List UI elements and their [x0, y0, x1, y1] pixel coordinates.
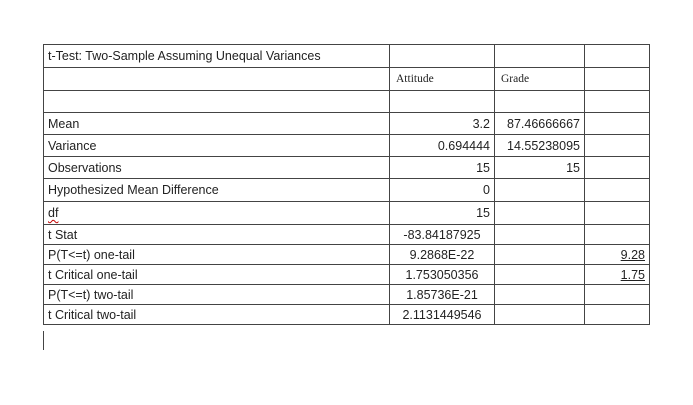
header-grade: Grade [495, 68, 585, 91]
table-row [44, 245, 650, 265]
empty-cell [585, 91, 650, 113]
grade-value [495, 225, 585, 245]
empty-cell [495, 45, 585, 68]
empty-cell [44, 68, 390, 91]
row-label: Variance [44, 135, 390, 157]
extra-cell [585, 285, 650, 305]
empty-cell [495, 91, 585, 113]
table-row [44, 265, 650, 285]
row-label: P(T<=t) two-tail [44, 285, 390, 305]
extra-value-link[interactable]: 1.75 [585, 265, 650, 285]
row-label: P(T<=t) one-tail [44, 245, 390, 265]
table-row [44, 113, 650, 135]
grade-value [495, 202, 585, 225]
extra-cell [585, 157, 650, 179]
row-label: t Critical two-tail [44, 305, 390, 325]
extra-cell [585, 179, 650, 202]
attitude-value: -83.84187925 [390, 225, 495, 245]
attitude-value: 1.753050356 [390, 265, 495, 285]
empty-cell [585, 68, 650, 91]
table-title: t-Test: Two-Sample Assuming Unequal Variances [44, 45, 390, 68]
table-row [44, 285, 650, 305]
extra-cell [585, 225, 650, 245]
header-attitude: Attitude [390, 68, 495, 91]
row-label [44, 202, 390, 225]
blank-row [44, 91, 650, 113]
row-label: Observations [44, 157, 390, 179]
empty-cell [390, 45, 495, 68]
grade-value [495, 285, 585, 305]
row-label: Mean [44, 113, 390, 135]
attitude-value: 9.2868E-22 [390, 245, 495, 265]
extra-cell [585, 113, 650, 135]
extra-value-link[interactable]: 9.28 [585, 245, 650, 265]
table-row [44, 135, 650, 157]
attitude-value: 2.1131449546 [390, 305, 495, 325]
grade-value [495, 179, 585, 202]
grade-value [495, 305, 585, 325]
title-row [44, 45, 650, 68]
grade-value: 87.46666667 [495, 113, 585, 135]
attitude-value: 15 [390, 157, 495, 179]
attitude-value: 15 [390, 202, 495, 225]
extra-cell [585, 135, 650, 157]
grade-value [495, 245, 585, 265]
grade-value [495, 265, 585, 285]
table-row [44, 305, 650, 325]
ttest-table [43, 44, 650, 325]
table-row [44, 225, 650, 245]
df-label: df [48, 206, 59, 220]
attitude-value: 3.2 [390, 113, 495, 135]
row-label: Hypothesized Mean Difference [44, 179, 390, 202]
table-row [44, 179, 650, 202]
header-row [44, 68, 650, 91]
extra-cell [585, 202, 650, 225]
row-label: t Critical one-tail [44, 265, 390, 285]
empty-cell [44, 91, 390, 113]
table-row [44, 157, 650, 179]
extra-cell [585, 305, 650, 325]
table-row [44, 202, 650, 225]
text-cursor [43, 331, 44, 350]
empty-cell [585, 45, 650, 68]
empty-cell [390, 91, 495, 113]
grade-value: 15 [495, 157, 585, 179]
row-label: t Stat [44, 225, 390, 245]
grade-value: 14.55238095 [495, 135, 585, 157]
attitude-value: 0 [390, 179, 495, 202]
attitude-value: 0.694444 [390, 135, 495, 157]
attitude-value: 1.85736E-21 [390, 285, 495, 305]
